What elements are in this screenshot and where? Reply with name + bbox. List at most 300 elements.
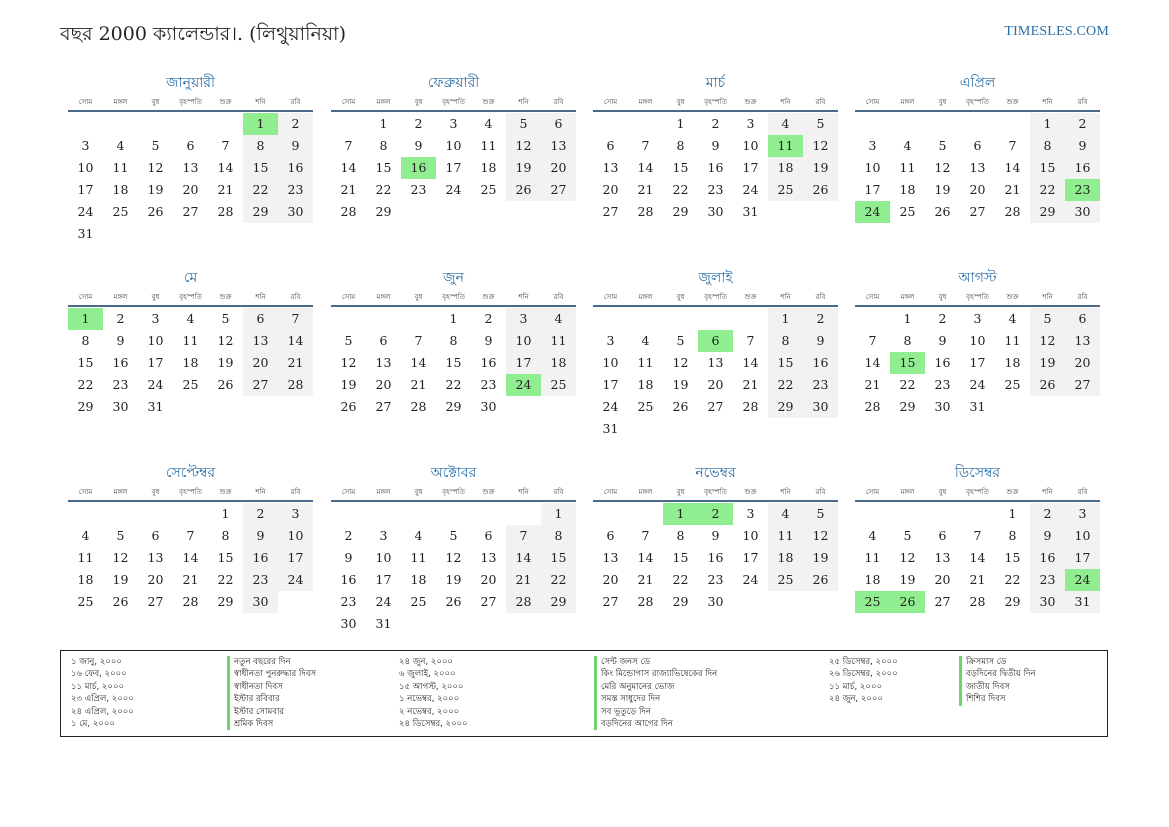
day-cell: 31 <box>1065 591 1100 613</box>
day-cell: 9 <box>484 333 493 348</box>
day-cell: 15 <box>217 550 234 565</box>
weekday-label: রবি <box>815 293 826 301</box>
day-cell: 8 <box>243 135 278 157</box>
day-cell: 25 <box>899 204 916 219</box>
holiday-date: ১১ মার্চ, ২০০০ <box>71 681 125 692</box>
day-cell: 12 <box>340 355 357 370</box>
day-cell: 28 <box>340 204 357 219</box>
day-cell: 17 <box>742 550 759 565</box>
day-cell: 26 <box>217 377 234 392</box>
holiday-date: ৬ জুলাই, ২০০০ <box>399 669 456 680</box>
day-cell: 29 <box>243 201 278 223</box>
weekday-label: বৃহস্পতি <box>704 488 727 496</box>
day-cell: 26 <box>340 399 357 414</box>
month-7 <box>593 267 838 436</box>
day-cell: 5 <box>803 113 838 135</box>
weekday-label: মঙ্গল <box>376 488 391 496</box>
holiday-date: ২৬ ডিসেম্বর, ২০০০ <box>829 669 898 680</box>
day-cell: 21 <box>742 377 759 392</box>
day-cell: 11 <box>899 160 916 175</box>
day-cell: 28 <box>506 591 541 613</box>
holiday-day-cell: 25 <box>855 591 890 613</box>
weekday-label: মঙ্গল <box>638 98 653 106</box>
weekday-label: বুধ <box>676 293 685 301</box>
month-name: ডিসেম্বর <box>954 465 1001 481</box>
weekday-label: বৃহস্পতি <box>442 98 465 106</box>
day-cell: 15 <box>541 547 576 569</box>
weekday-header <box>68 94 313 112</box>
holiday-name: স্বাধীনতা দিবস <box>234 681 283 692</box>
day-cell: 28 <box>410 399 427 414</box>
day-cell: 21 <box>340 182 357 197</box>
day-cell: 20 <box>147 572 164 587</box>
weekday-label: বুধ <box>676 98 685 106</box>
day-cell: 9 <box>1030 525 1065 547</box>
holiday-dates-column <box>399 656 468 730</box>
day-cell: 27 <box>707 399 724 414</box>
day-cell: 17 <box>1065 547 1100 569</box>
day-cell: 28 <box>217 204 234 219</box>
day-cell: 13 <box>969 160 986 175</box>
weekday-label: মঙ্গল <box>638 293 653 301</box>
day-cell: 6 <box>379 333 388 348</box>
day-cell: 25 <box>480 182 497 197</box>
holiday-date: ১ মে, ২০০০ <box>71 719 115 730</box>
holiday-date: ১ জানু, ২০০০ <box>71 657 122 667</box>
holiday-dates-column <box>829 656 898 706</box>
day-cell: 20 <box>602 182 619 197</box>
day-cell: 6 <box>606 138 615 153</box>
holiday-name: বড়দিনের দ্বিতীয় দিন <box>966 669 1036 680</box>
day-cell: 11 <box>182 333 199 348</box>
day-cell: 14 <box>340 160 357 175</box>
day-cell: 4 <box>903 138 912 153</box>
day-cell: 3 <box>868 138 877 153</box>
day-cell: 19 <box>672 377 689 392</box>
day-cell: 17 <box>969 355 986 370</box>
day-cell: 21 <box>278 352 313 374</box>
holiday-name: সব ভূতুড়ে দিন <box>601 706 651 717</box>
day-cell: 21 <box>506 569 541 591</box>
day-cell: 16 <box>243 547 278 569</box>
day-cell: 22 <box>445 377 462 392</box>
day-cell: 18 <box>899 182 916 197</box>
day-cell: 18 <box>637 377 654 392</box>
site-brand-link[interactable]: TIMESLES.COM <box>1004 24 1109 39</box>
day-cell: 3 <box>606 333 615 348</box>
day-cell: 17 <box>742 160 759 175</box>
month-name: আগস্ট <box>958 270 997 286</box>
weekday-label: সোম <box>341 98 356 106</box>
day-cell: 14 <box>278 330 313 352</box>
day-cell: 7 <box>278 308 313 330</box>
weekday-header <box>593 484 838 502</box>
day-cell: 2 <box>938 311 947 326</box>
month-name: নভেম্বর <box>695 465 736 481</box>
day-cell: 3 <box>449 116 458 131</box>
day-cell: 20 <box>1065 352 1100 374</box>
day-cell: 4 <box>868 528 877 543</box>
weekday-label: বৃহস্পতি <box>179 293 202 301</box>
day-cell: 24 <box>969 377 986 392</box>
day-cell: 5 <box>903 528 912 543</box>
day-cell: 14 <box>637 550 654 565</box>
day-cell: 12 <box>1030 330 1065 352</box>
months-grid <box>68 72 1101 642</box>
weekday-label: বুধ <box>414 293 423 301</box>
holiday-day-cell: 24 <box>1065 569 1100 591</box>
day-cell: 10 <box>77 160 94 175</box>
day-cell: 29 <box>672 204 689 219</box>
day-cell: 8 <box>379 138 388 153</box>
day-cell: 21 <box>637 182 654 197</box>
weekday-label: মঙ্গল <box>376 98 391 106</box>
day-cell: 27 <box>1065 374 1100 396</box>
day-cell: 2 <box>116 311 125 326</box>
day-cell: 18 <box>112 182 129 197</box>
day-cell: 23 <box>480 377 497 392</box>
day-cell: 18 <box>480 160 497 175</box>
day-cell: 18 <box>541 352 576 374</box>
day-cell: 24 <box>742 572 759 587</box>
weekday-label: রবি <box>1077 98 1088 106</box>
weekday-label: রবি <box>553 488 564 496</box>
day-cell: 17 <box>445 160 462 175</box>
day-cell: 1 <box>1008 506 1017 521</box>
day-cell: 11 <box>637 355 654 370</box>
day-cell: 13 <box>1065 330 1100 352</box>
day-cell: 21 <box>410 377 427 392</box>
day-cell: 23 <box>707 572 724 587</box>
day-cell: 6 <box>973 138 982 153</box>
day-cell: 2 <box>414 116 423 131</box>
day-cell: 30 <box>480 399 497 414</box>
day-cell: 26 <box>803 179 838 201</box>
day-cell: 9 <box>938 333 947 348</box>
day-cell: 13 <box>602 550 619 565</box>
weekday-label: শুক্র <box>219 98 232 106</box>
holiday-day-cell: 23 <box>1065 179 1100 201</box>
day-cell: 9 <box>711 138 720 153</box>
day-cell: 14 <box>742 355 759 370</box>
weekday-label: বুধ <box>151 293 160 301</box>
weekday-label: বুধ <box>938 293 947 301</box>
day-cell: 23 <box>340 594 357 609</box>
holiday-date: ২৪ ডিসেম্বর, ২০০০ <box>399 719 468 730</box>
weekday-label: মঙ্গল <box>638 488 653 496</box>
day-cell: 15 <box>243 157 278 179</box>
day-cell: 28 <box>1004 204 1021 219</box>
holiday-day-cell: 2 <box>698 503 733 525</box>
day-cell: 20 <box>182 182 199 197</box>
day-cell: 4 <box>484 116 493 131</box>
weekday-label: শনি <box>1042 293 1053 301</box>
day-cell: 31 <box>742 204 759 219</box>
day-cell: 10 <box>147 333 164 348</box>
holiday-list <box>60 650 1108 737</box>
weekday-label: রবি <box>815 488 826 496</box>
weekday-label: বুধ <box>151 488 160 496</box>
day-cell: 22 <box>672 572 689 587</box>
day-cell: 31 <box>147 399 164 414</box>
day-cell: 23 <box>707 182 724 197</box>
day-cell: 12 <box>934 160 951 175</box>
day-cell: 27 <box>934 594 951 609</box>
day-cell: 10 <box>445 138 462 153</box>
weekday-label: মঙ্গল <box>900 98 915 106</box>
day-cell: 29 <box>375 204 392 219</box>
day-cell: 9 <box>1065 135 1100 157</box>
day-cell: 22 <box>1004 572 1021 587</box>
day-cell: 29 <box>768 396 803 418</box>
day-cell: 12 <box>803 525 838 547</box>
day-cell: 5 <box>116 528 125 543</box>
day-cell: 19 <box>803 547 838 569</box>
day-cell: 7 <box>641 138 650 153</box>
weekday-label: শুক্র <box>744 488 757 496</box>
holiday-name: সেন্ট জনস ডে <box>601 657 651 667</box>
day-cell: 19 <box>217 355 234 370</box>
day-cell: 20 <box>934 572 951 587</box>
day-cell: 27 <box>541 179 576 201</box>
weekday-label: রবি <box>290 98 301 106</box>
day-cell: 24 <box>147 377 164 392</box>
day-cell: 8 <box>541 525 576 547</box>
day-cell: 16 <box>934 355 951 370</box>
day-cell: 19 <box>506 157 541 179</box>
day-cell: 16 <box>278 157 313 179</box>
day-cell: 24 <box>77 204 94 219</box>
holiday-name: ইস্টার সোমবার <box>234 706 285 717</box>
holiday-names-column <box>959 656 1036 706</box>
day-cell: 8 <box>903 333 912 348</box>
holiday-name: জাতীয় দিবস <box>966 681 1010 692</box>
day-cell: 10 <box>742 138 759 153</box>
day-cell: 30 <box>803 396 838 418</box>
holiday-name: ক্রিসমাস ডে <box>966 657 1007 667</box>
day-cell: 12 <box>803 135 838 157</box>
month-4 <box>855 72 1100 219</box>
holiday-date: ১১ মার্চ, ২০০০ <box>829 681 883 692</box>
day-cell: 19 <box>934 182 951 197</box>
day-cell: 12 <box>147 160 164 175</box>
day-cell: 27 <box>147 594 164 609</box>
day-cell: 21 <box>637 572 654 587</box>
weekday-label: বৃহস্পতি <box>966 488 989 496</box>
day-cell: 28 <box>969 594 986 609</box>
weekday-label: সোম <box>78 293 93 301</box>
day-cell: 30 <box>1065 201 1100 223</box>
holiday-day-cell: 24 <box>855 201 890 223</box>
day-cell: 5 <box>676 333 685 348</box>
day-cell: 21 <box>182 572 199 587</box>
weekday-label: মঙ্গল <box>113 488 128 496</box>
holiday-day-cell: 24 <box>506 374 541 396</box>
day-cell: 15 <box>672 160 689 175</box>
weekday-label: বুধ <box>414 98 423 106</box>
day-cell: 29 <box>672 594 689 609</box>
weekday-header <box>331 289 576 307</box>
weekday-label: শনি <box>780 488 791 496</box>
weekday-label: শনি <box>255 488 266 496</box>
weekday-label: শুক্র <box>482 293 495 301</box>
weekday-label: বুধ <box>938 98 947 106</box>
day-cell: 12 <box>672 355 689 370</box>
day-cell: 21 <box>864 377 881 392</box>
month-10 <box>331 462 576 631</box>
day-cell: 8 <box>1030 135 1065 157</box>
day-cell: 3 <box>81 138 90 153</box>
day-cell: 11 <box>541 330 576 352</box>
weekday-label: শনি <box>1042 98 1053 106</box>
day-cell: 12 <box>217 333 234 348</box>
weekday-label: শুক্র <box>1006 293 1019 301</box>
day-cell: 6 <box>484 528 493 543</box>
weekday-label: শুক্র <box>1006 488 1019 496</box>
day-cell: 1 <box>379 116 388 131</box>
day-cell: 8 <box>676 138 685 153</box>
weekday-label: মঙ্গল <box>113 98 128 106</box>
day-cell: 8 <box>768 330 803 352</box>
day-cell: 15 <box>445 355 462 370</box>
day-cell: 6 <box>606 528 615 543</box>
day-cell: 13 <box>934 550 951 565</box>
weekday-label: শনি <box>255 98 266 106</box>
day-cell: 20 <box>602 572 619 587</box>
day-cell: 14 <box>969 550 986 565</box>
holiday-day-cell: 16 <box>401 157 436 179</box>
day-cell: 9 <box>243 525 278 547</box>
weekday-label: সোম <box>865 488 880 496</box>
weekday-label: বৃহস্পতি <box>966 98 989 106</box>
day-cell: 29 <box>445 399 462 414</box>
day-cell: 20 <box>480 572 497 587</box>
weekday-header <box>331 94 576 112</box>
day-cell: 10 <box>278 525 313 547</box>
day-cell: 24 <box>742 182 759 197</box>
weekday-label: বৃহস্পতি <box>966 293 989 301</box>
day-cell: 26 <box>445 594 462 609</box>
holiday-day-cell: 26 <box>890 591 925 613</box>
day-cell: 4 <box>1008 311 1017 326</box>
day-cell: 9 <box>278 135 313 157</box>
day-cell: 6 <box>1065 308 1100 330</box>
day-cell: 30 <box>707 594 724 609</box>
day-cell: 15 <box>1004 550 1021 565</box>
day-cell: 4 <box>414 528 423 543</box>
day-cell: 8 <box>1008 528 1017 543</box>
weekday-label: সোম <box>78 488 93 496</box>
weekday-label: বৃহস্পতি <box>442 293 465 301</box>
weekday-label: সোম <box>603 293 618 301</box>
holiday-date: ২৪ এপ্রিল, ২০০০ <box>71 706 134 717</box>
weekday-label: সোম <box>341 488 356 496</box>
day-cell: 7 <box>506 525 541 547</box>
day-cell: 29 <box>1030 201 1065 223</box>
day-cell: 11 <box>480 138 497 153</box>
day-cell: 3 <box>1065 503 1100 525</box>
day-cell: 13 <box>243 330 278 352</box>
day-cell: 22 <box>541 569 576 591</box>
day-cell: 11 <box>864 550 881 565</box>
weekday-label: রবি <box>553 293 564 301</box>
day-cell: 3 <box>746 506 755 521</box>
month-name: ফেব্রুয়ারী <box>427 75 480 91</box>
day-cell: 3 <box>506 308 541 330</box>
day-cell: 11 <box>77 550 94 565</box>
holiday-name: মেরি অনুমানের ভোজ <box>601 681 675 692</box>
day-cell: 26 <box>1030 374 1065 396</box>
weekday-label: শুক্র <box>219 293 232 301</box>
day-cell: 15 <box>1030 157 1065 179</box>
day-cell: 23 <box>112 377 129 392</box>
day-cell: 5 <box>449 528 458 543</box>
day-cell: 16 <box>707 550 724 565</box>
weekday-label: শনি <box>780 98 791 106</box>
month-name: জুন <box>443 270 464 286</box>
day-cell: 3 <box>973 311 982 326</box>
weekday-label: বুধ <box>414 488 423 496</box>
weekday-label: বৃহস্পতি <box>704 98 727 106</box>
day-cell: 9 <box>711 528 720 543</box>
day-cell: 29 <box>77 399 94 414</box>
weekday-header <box>68 289 313 307</box>
day-cell: 11 <box>410 550 427 565</box>
weekday-label: রবি <box>290 488 301 496</box>
day-cell: 23 <box>243 569 278 591</box>
month-2 <box>331 72 576 219</box>
day-cell: 25 <box>768 179 803 201</box>
day-cell: 12 <box>506 135 541 157</box>
day-cell: 25 <box>112 204 129 219</box>
day-cell: 30 <box>278 201 313 223</box>
day-cell: 17 <box>375 572 392 587</box>
day-cell: 31 <box>602 421 619 436</box>
day-cell: 5 <box>151 138 160 153</box>
weekday-label: বৃহস্পতি <box>179 488 202 496</box>
day-cell: 26 <box>803 569 838 591</box>
weekday-label: শনি <box>255 293 266 301</box>
holiday-day-cell: 11 <box>768 135 803 157</box>
day-cell: 19 <box>147 182 164 197</box>
weekday-label: সোম <box>603 488 618 496</box>
holiday-name: নতুন বছরের দিন <box>234 657 291 667</box>
day-cell: 23 <box>410 182 427 197</box>
day-cell: 20 <box>375 377 392 392</box>
day-cell: 13 <box>375 355 392 370</box>
day-cell: 16 <box>803 352 838 374</box>
day-cell: 16 <box>707 160 724 175</box>
day-cell: 20 <box>541 157 576 179</box>
day-cell: 8 <box>449 333 458 348</box>
day-cell: 18 <box>768 547 803 569</box>
day-cell: 15 <box>375 160 392 175</box>
day-cell: 16 <box>1065 157 1100 179</box>
day-cell: 14 <box>864 355 881 370</box>
day-cell: 20 <box>969 182 986 197</box>
day-cell: 30 <box>340 616 357 631</box>
day-cell: 13 <box>480 550 497 565</box>
day-cell: 6 <box>541 113 576 135</box>
day-cell: 1 <box>541 503 576 525</box>
day-cell: 15 <box>672 550 689 565</box>
day-cell: 2 <box>1030 503 1065 525</box>
day-cell: 18 <box>1004 355 1021 370</box>
day-cell: 16 <box>112 355 129 370</box>
weekday-label: শনি <box>518 488 529 496</box>
month-name: মে <box>183 270 198 286</box>
day-cell: 25 <box>637 399 654 414</box>
